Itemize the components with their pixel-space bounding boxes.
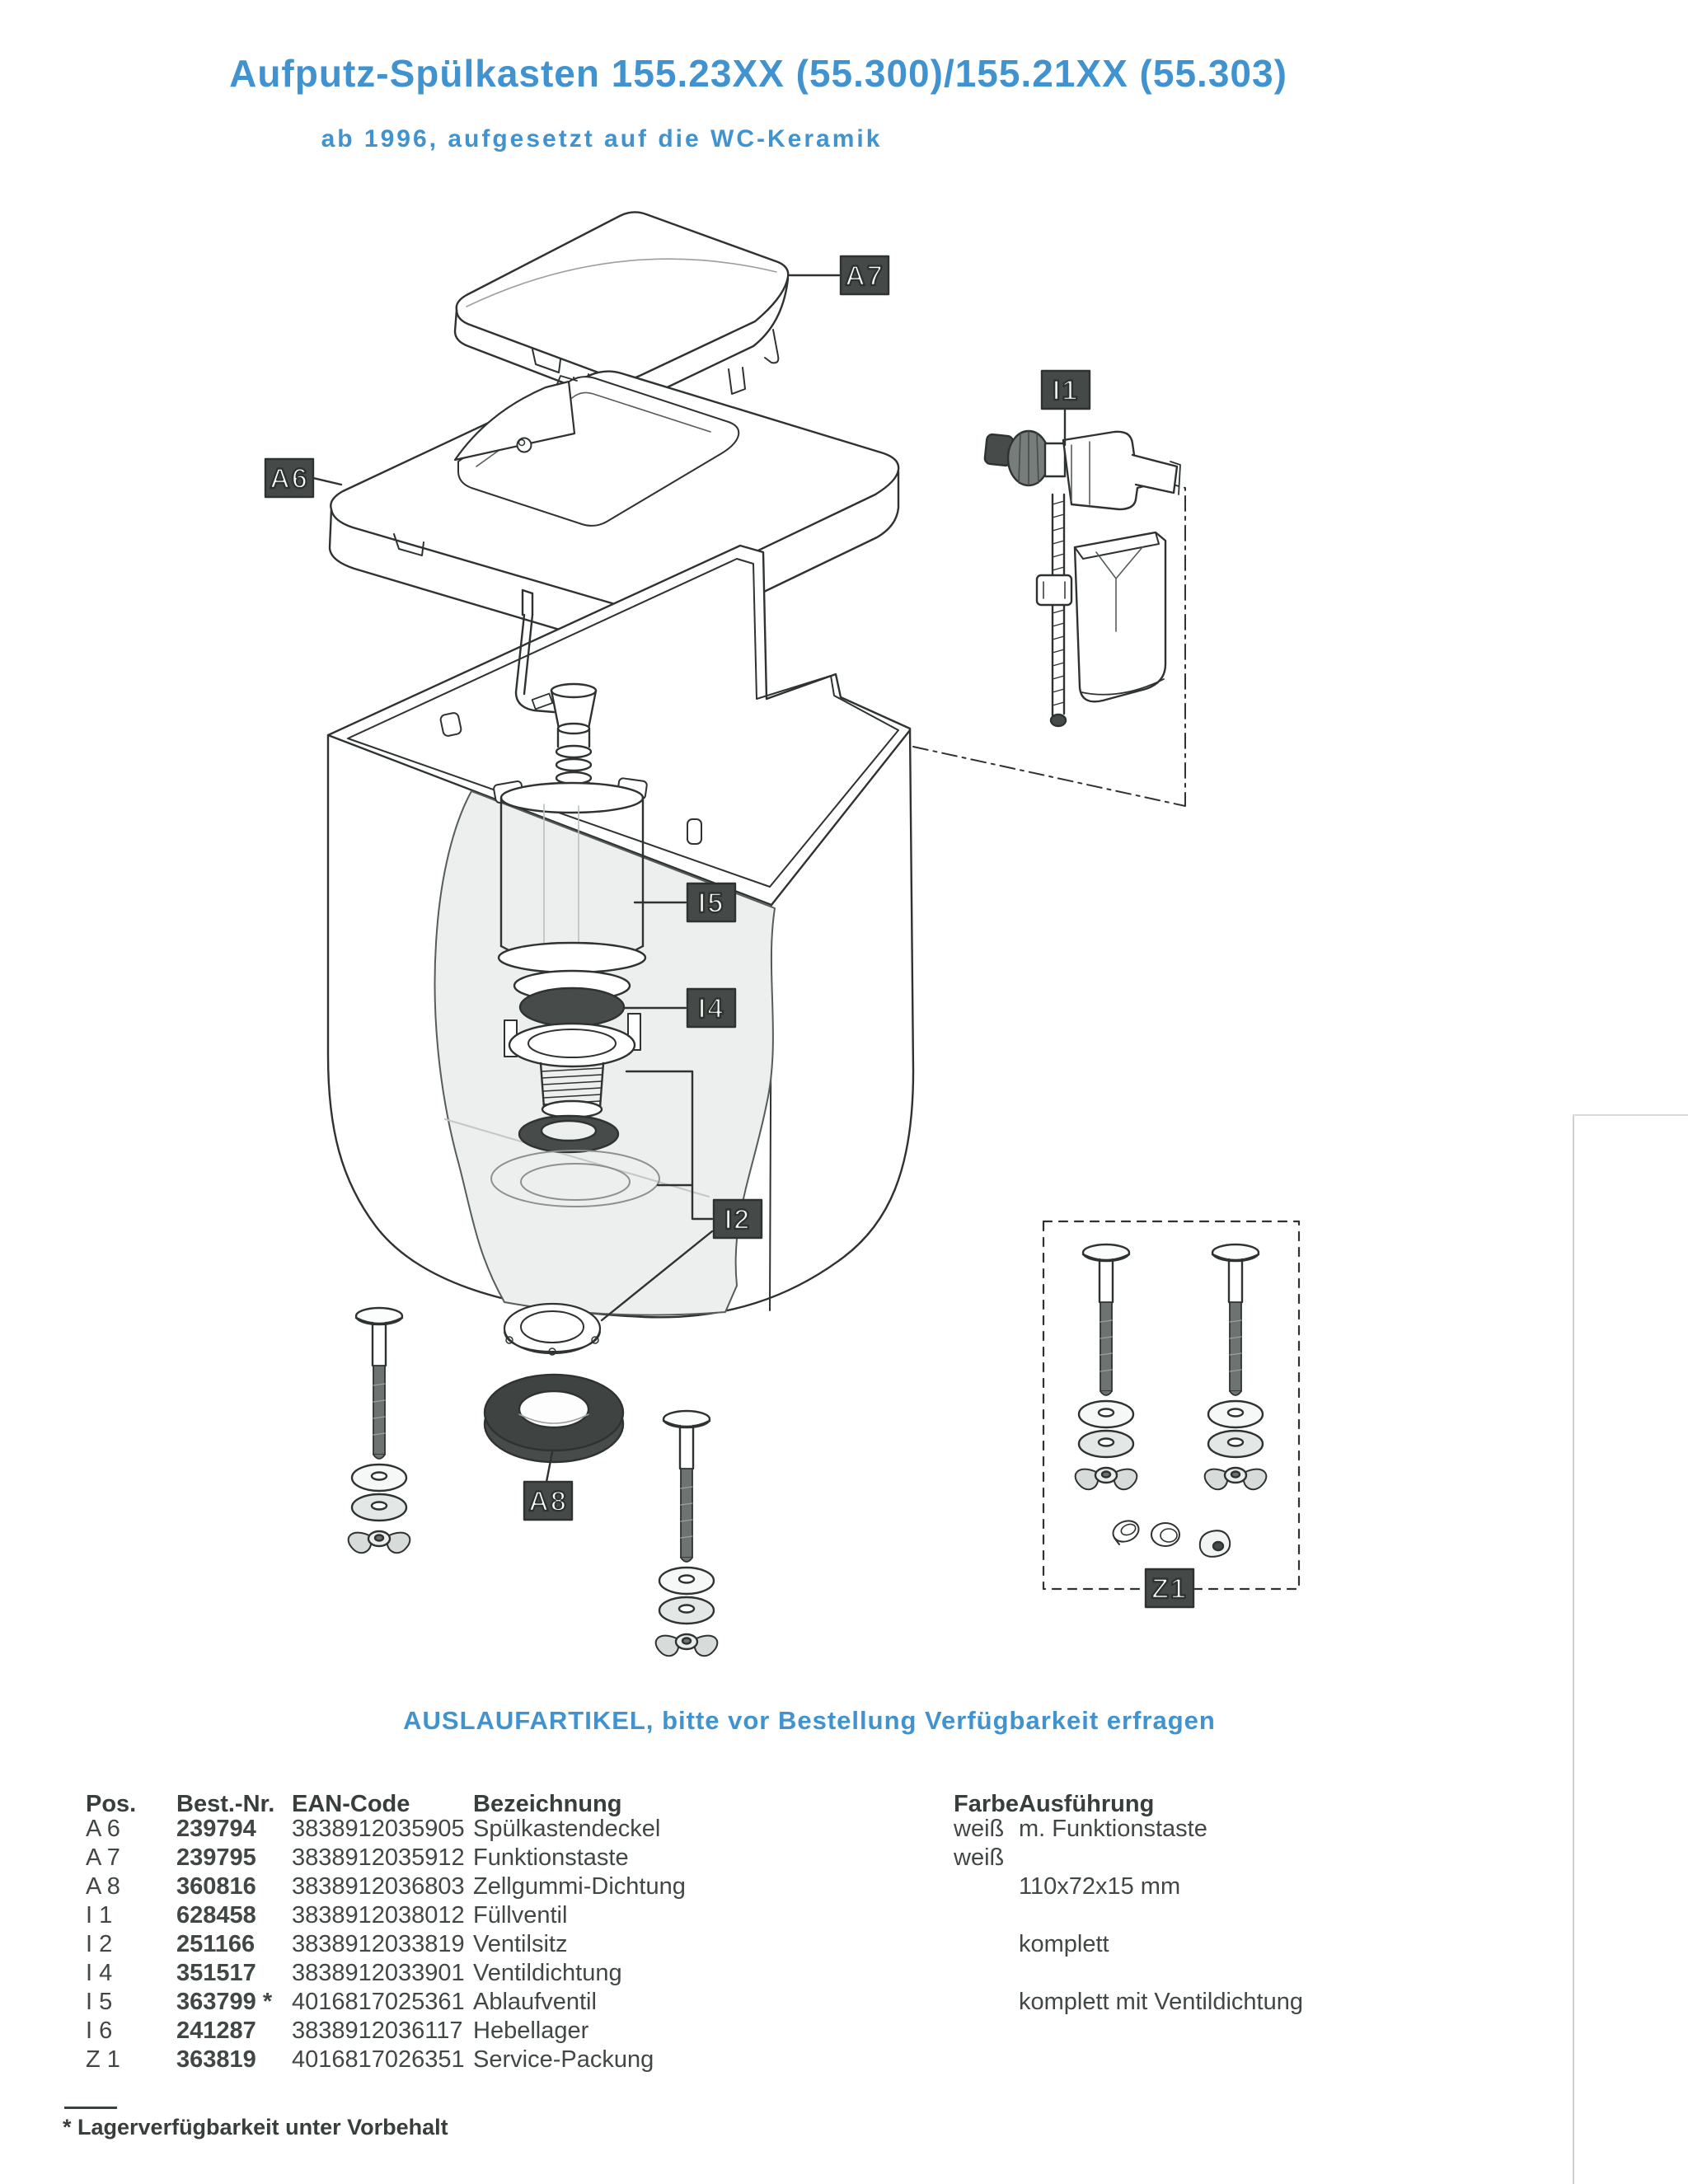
label-a6-text: A6 (270, 463, 309, 494)
cell-ean: 3838912035912 (292, 1844, 465, 1871)
cell-pos: A 7 (86, 1844, 120, 1871)
label-i4 (687, 989, 735, 1027)
cell-ausf: 110x72x15 mm (1019, 1873, 1181, 1900)
cell-nr: 241287 (176, 2018, 256, 2044)
cell-pos: I 1 (86, 1902, 113, 1929)
cell-pos: A 6 (86, 1816, 120, 1842)
cell-ausf: m. Funktionstaste (1019, 1816, 1207, 1842)
cell-ean: 4016817026351 (292, 2046, 465, 2073)
column-header-ausf: Ausführung (1019, 1791, 1155, 1817)
cell-nr: 239794 (176, 1816, 256, 1842)
label-i5-text: I5 (697, 888, 725, 919)
label-a6 (265, 459, 313, 497)
cell-bez: Service-Packung (473, 2046, 654, 2073)
bolt-assembly-left (349, 1308, 410, 1553)
label-z1-text: Z1 (1151, 1573, 1188, 1605)
cell-bez: Ablaufventil (473, 1989, 597, 2015)
cell-farbe: weiß (954, 1844, 1005, 1871)
cell-ean: 3838912033819 (292, 1931, 465, 1957)
cell-ean: 3838912033901 (292, 1960, 465, 1986)
label-a7-text: A7 (845, 260, 884, 292)
part-locknut (504, 1304, 600, 1355)
discontinued-notice: AUSLAUFARTIKEL, bitte vor Bestellung Verfügbarkeit erfragen (403, 1706, 1216, 1735)
cell-nr: 360816 (176, 1873, 256, 1900)
label-i1 (1042, 371, 1090, 409)
cell-nr: 628458 (176, 1902, 256, 1929)
cell-pos: I 6 (86, 2018, 113, 2044)
cell-pos: I 4 (86, 1960, 113, 1986)
cell-ean: 3838912036803 (292, 1873, 465, 1900)
cell-bez: Ventilsitz (473, 1931, 568, 1957)
label-i2-text: I2 (724, 1204, 752, 1235)
page-subtitle: ab 1996, aufgesetzt auf die WC-Keramik (321, 125, 883, 152)
label-a7 (841, 256, 889, 294)
cell-bez: Zellgummi-Dichtung (473, 1873, 686, 1900)
page-title: Aufputz-Spülkasten 155.23XX (55.300)/155.21XX (55.303) (229, 52, 1287, 95)
label-z1 (1146, 1569, 1193, 1607)
label-i4-text: I4 (697, 993, 725, 1024)
scan-edge-horizontal (1573, 1114, 1688, 1116)
label-a8 (524, 1482, 572, 1520)
cell-ean: 3838912036117 (292, 2018, 463, 2044)
cell-nr: 251166 (176, 1931, 256, 1957)
cell-bez: Füllventil (473, 1902, 568, 1929)
scan-edge-vertical (1573, 1114, 1574, 2184)
cell-nr: 351517 (176, 1960, 256, 1986)
cell-bez: Hebellager (473, 2018, 589, 2044)
cell-nr: 239795 (176, 1844, 256, 1871)
part-fill-valve-i1 (913, 431, 1185, 806)
column-header-nr: Best.-Nr. (176, 1791, 275, 1817)
column-header-ean: EAN-Code (292, 1791, 410, 1817)
column-header-bez: Bezeichnung (473, 1791, 622, 1817)
column-header-farbe: Farbe (954, 1791, 1019, 1817)
footnote-rule (64, 2107, 117, 2109)
cell-ean: 4016817025361 (292, 1989, 465, 2015)
cell-farbe: weiß (954, 1816, 1005, 1842)
bolt-assembly-center (656, 1411, 718, 1656)
cell-ausf: komplett (1019, 1931, 1109, 1957)
cell-nr: 363799 * (176, 1989, 273, 2015)
cell-bez: Spülkastendeckel (473, 1816, 661, 1842)
footnote: * Lagerverfügbarkeit unter Vorbehalt (63, 2115, 448, 2139)
part-foam-gasket-a8 (485, 1375, 623, 1462)
cell-ean: 3838912035905 (292, 1816, 465, 1842)
part-valve-seal-i4 (514, 971, 630, 1026)
label-i2 (714, 1200, 762, 1238)
cell-pos: I 5 (86, 1989, 113, 2015)
part-service-pack-z1 (1043, 1221, 1299, 1589)
column-header-pos: Pos. (86, 1791, 137, 1817)
cell-ean: 3838912038012 (292, 1902, 465, 1929)
label-i1-text: I1 (1052, 375, 1080, 406)
cell-pos: I 2 (86, 1931, 113, 1957)
cell-nr: 363819 (176, 2046, 256, 2073)
label-a8-text: A8 (528, 1486, 568, 1517)
label-i5 (687, 883, 735, 921)
cell-pos: A 8 (86, 1873, 120, 1900)
cell-bez: Ventildichtung (473, 1960, 622, 1986)
cell-ausf: komplett mit Ventildichtung (1019, 1989, 1303, 2015)
cell-bez: Funktionstaste (473, 1844, 629, 1871)
cell-pos: Z 1 (86, 2046, 120, 2073)
